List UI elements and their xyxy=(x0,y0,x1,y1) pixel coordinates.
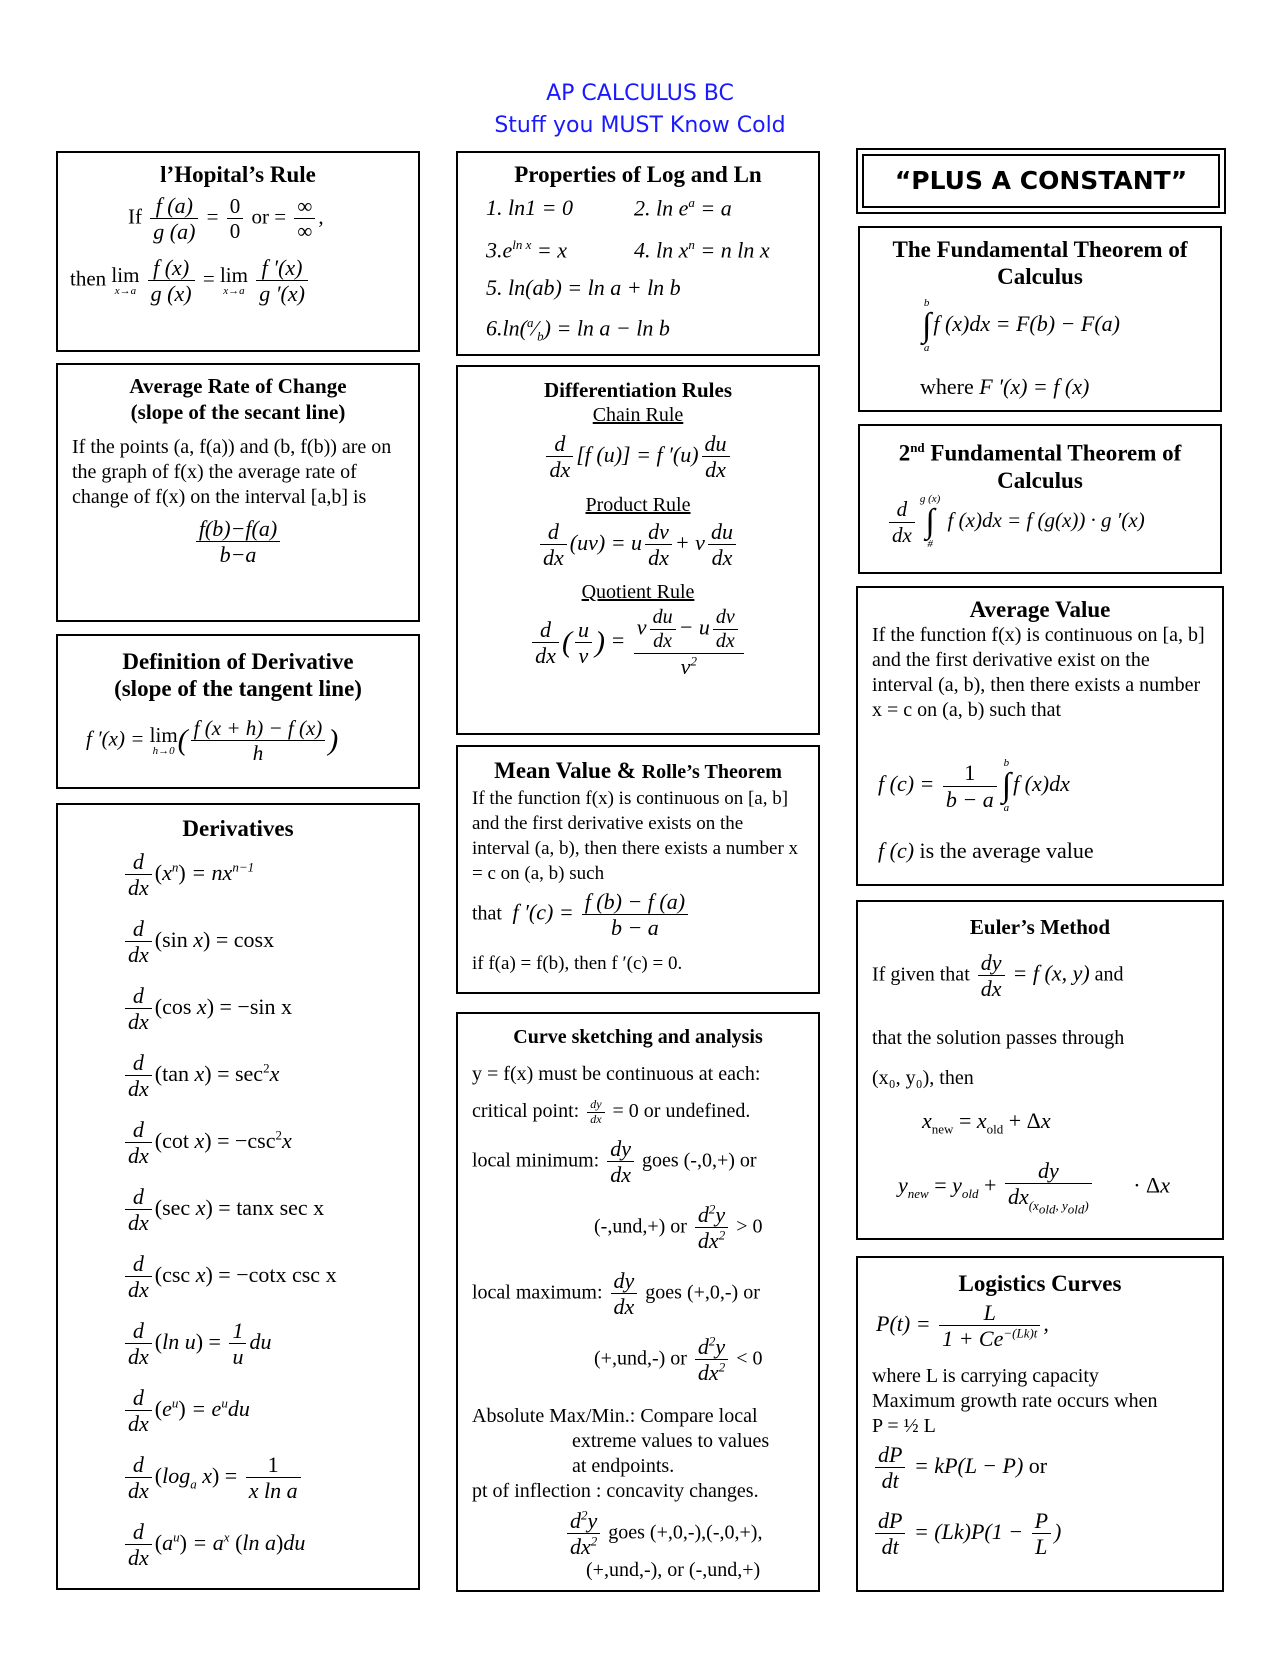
curve-max-label: local maximum: xyxy=(472,1281,603,1304)
logistics-dp1: $\frac{dP}{dt}$ = kP(L − P) or xyxy=(872,1442,1047,1494)
mvt-formula: that f ′(c) = $\frac{f (b) - f (a)}{b - a}$ xyxy=(472,889,691,941)
chain-rule-label: Chain Rule xyxy=(592,404,684,426)
ftc-box xyxy=(858,226,1222,412)
ftc-where: where F ′(x) = f (x) xyxy=(920,374,1090,399)
logistics-formula: P(t) = $\frac{L}{1 + Ce^{-(Lk)t}}$ , xyxy=(876,1300,1049,1352)
def-derivative-title1: Definition of Derivative xyxy=(122,649,354,674)
diff-rules-title: Differentiation Rules xyxy=(543,378,732,402)
deriv-cos: $\frac{d}{dx}$ (cos x) = −sin x xyxy=(122,983,292,1035)
euler-x-new: $x_{new} = x_{old} + \Delta x$ xyxy=(922,1108,1051,1137)
curve-max-und: (+,und,-) or xyxy=(594,1347,687,1370)
product-rule-label: Product Rule xyxy=(585,493,691,516)
curve-max-goes: goes (+,0,-) or xyxy=(645,1281,760,1304)
avg-value-closing-text: is the average value xyxy=(919,838,1094,863)
euler-and: and xyxy=(1094,963,1124,986)
deriv-csc: $\frac{d}{dx}$ (csc x) = −cotx csc x xyxy=(122,1251,337,1303)
logistics-or: or xyxy=(1028,1452,1048,1478)
curve-inflection: pt of inflection : concavity changes. xyxy=(472,1480,759,1502)
lhopital-condition: If $\frac{f (a)}{g (a)}$ = $\frac{0}{0}$ or = $\frac{\infty}{\infty}$ , xyxy=(128,193,324,245)
curve-infl-und: (+,und,-), or (-,und,+) xyxy=(586,1559,761,1581)
mvt-that: that xyxy=(472,902,502,925)
mvt-rolle: if f(a) = f(b), then f ′(c) = 0. xyxy=(472,953,683,974)
avg-value-closing: f (c) is the average value xyxy=(878,838,1094,863)
derivatives-title: Derivatives xyxy=(182,816,294,841)
page-title-line1: AP CALCULUS BC xyxy=(546,81,734,106)
lhopital-if: If xyxy=(128,204,142,229)
ftc2-title2: Calculus xyxy=(997,467,1083,493)
euler-given: If given that $\frac{dy}{dx}$ = f (x, y) and xyxy=(872,950,1124,1002)
avg-value-title: Average Value xyxy=(969,597,1111,622)
deriv-power: $\frac{d}{dx}$ $(x^n) = nx^{n-1}$ xyxy=(122,849,254,901)
log-ln-title: Properties of Log and Ln xyxy=(514,162,762,187)
euler-title: Euler’s Method xyxy=(969,915,1111,939)
ftc2-title-nd: nd xyxy=(910,440,925,455)
logistics-dp2: $\frac{dP}{dt}$ = (Lk)P(1 − $\frac{P}{L}$ ) xyxy=(872,1508,1061,1560)
curve-min-second: (-,und,+) or $\frac{d^2y}{dx^2}$ > 0 xyxy=(594,1201,763,1254)
log-rule-6: $6.\ln(^a⁄_b) = \ln a - \ln b$ xyxy=(486,315,670,344)
log-rule-2: 2. $\ln e^a = a$ xyxy=(634,195,732,221)
curve-absolute-2: extreme values to values xyxy=(572,1430,770,1452)
ftc2-box xyxy=(858,424,1222,574)
deriv-ln: $\frac{d}{dx}$ (ln u) = $\frac{1}{u}$ du xyxy=(122,1318,271,1370)
ftc2-title-rest: Fundamental Theorem of xyxy=(924,440,1182,466)
log-rule-4: 4. $\ln x^n = n$ ln x xyxy=(634,237,770,263)
deriv-exp: $\frac{d}{dx}$ $(e^u) = e^udu$ xyxy=(122,1385,250,1437)
logistics-title: Logistics Curves xyxy=(958,1271,1122,1296)
deriv-ax: $\frac{d}{dx}$ $(a^u) = a^x$ (ln a)du xyxy=(122,1519,305,1571)
logistics-box xyxy=(856,1256,1224,1592)
def-derivative-box xyxy=(56,634,420,789)
log-rule-3: $3.e^{ln x} = x$ xyxy=(486,237,568,263)
curve-critical: critical point: $\frac{dy}{dx}$ = 0 or undefined. xyxy=(472,1097,751,1126)
logistics-where: where L is carrying capacity xyxy=(872,1365,1099,1387)
deriv-sec: $\frac{d}{dx}$ (sec x) = tanx sec x xyxy=(122,1184,324,1236)
euler-if-given: If given that xyxy=(872,963,970,986)
curve-inflection-second: $\frac{d^2y}{dx^2}$ goes (+,0,-),(-,0,+), xyxy=(564,1508,762,1560)
avg-rate-formula xyxy=(58,516,418,568)
curve-local-max: local maximum: $\frac{dy}{dx}$ goes (+,0,-) or xyxy=(472,1268,760,1320)
avg-rate-box xyxy=(56,363,420,622)
derivatives-box xyxy=(56,803,420,1590)
lhopital-or: or = xyxy=(251,204,287,229)
avg-value-box xyxy=(856,586,1224,886)
curve-critical-end: = 0 or undefined. xyxy=(612,1099,751,1122)
curve-max-second: (+,und,-) or $\frac{d^2y}{dx^2}$ < 0 xyxy=(594,1333,763,1386)
avg-rate-title2: (slope of the secant line) xyxy=(130,400,346,424)
curve-continuous: y = f(x) must be continuous at each: xyxy=(472,1063,761,1085)
avg-rate-text: If the points (a, f(a)) and (b, f(b)) are on the graph of f(x) the average rate of change of f(x) on the interval [a,b] is xyxy=(72,436,392,508)
lhopital-conclusion: then lim x→a $\frac{f (x)}{g (x)}$ = lim x→a $\frac{f '(x)}{g '(x)}$ xyxy=(70,255,311,307)
log-ln-box xyxy=(456,151,820,356)
avg-value-text: If the function f(x) is continuous on [a, b] and the first derivative exist on the interval (a, b), then there exists a number x = c on (a, b) such that xyxy=(872,624,1205,721)
chain-rule-formula: $\frac{d}{dx}$ [f (u)] = f ′(u) $\frac{du}{dx}$ xyxy=(458,431,818,483)
deriv-log: $\frac{d}{dx}$ ($\log_a$ x) = $\frac{1}{\text{x ln a}}$ xyxy=(122,1452,304,1504)
ftc2-formula: $\frac{d}{dx}$ g (x) ∫ # f (x)dx = f (g(x)) · g ′(x) xyxy=(886,494,1145,550)
plus-constant-title: “PLUS A CONSTANT” xyxy=(894,166,1188,195)
page-title-line2: Stuff you MUST Know Cold xyxy=(494,113,786,138)
logistics-max-growth: Maximum growth rate occurs when xyxy=(872,1390,1158,1412)
lhopital-box xyxy=(56,151,420,352)
product-rule-formula: $\frac{d}{dx}$ (uv) = u $\frac{dv}{dx}$ + v $\frac{du}{dx}$ xyxy=(458,519,818,571)
mvt-box xyxy=(456,745,820,994)
def-derivative-title2: (slope of the tangent line) xyxy=(114,676,362,701)
def-derivative-formula: f ′(x) = lim h→0 ( $\frac{f (x + h) - f (x)}{h}$ ) xyxy=(86,716,339,766)
curve-title: Curve sketching and analysis xyxy=(513,1026,763,1048)
mvt-title xyxy=(458,757,818,786)
curve-absolute-3: at endpoints. xyxy=(572,1455,675,1477)
curve-infl-goes: goes (+,0,-),(-,0,+), xyxy=(608,1521,763,1544)
plus-constant-box xyxy=(862,154,1220,208)
ftc-title2: Calculus xyxy=(997,264,1083,289)
ftc-where-word: where xyxy=(920,374,974,399)
avg-rate-title1: Average Rate of Change xyxy=(129,374,347,398)
deriv-tan: $\frac{d}{dx}$ (tan $x) = \sec^2x$ xyxy=(122,1050,279,1102)
ftc2-title1: 2nd Fundamental Theorem of xyxy=(898,440,1182,466)
curve-box xyxy=(456,1012,820,1592)
curve-absolute-1: Absolute Max/Min.: Compare local xyxy=(472,1405,758,1427)
mvt-title-a: Mean Value & xyxy=(494,758,642,783)
quotient-rule-label: Quotient Rule xyxy=(581,581,695,604)
deriv-cot: $\frac{d}{dx}$ (cot $x) = -\csc^2x$ xyxy=(122,1117,292,1169)
ftc-title1: The Fundamental Theorem of xyxy=(892,237,1188,262)
ftc-formula: b ∫ a f (x)dx = F(b) − F(a) xyxy=(922,297,1120,354)
euler-line3: (x₀, y₀), then xyxy=(872,1067,974,1089)
avg-value-formula: f (c) = $\frac{1}{b - a}$ b ∫ a f (x)dx xyxy=(878,757,1070,814)
curve-min-und: (-,und,+) or xyxy=(594,1215,687,1238)
euler-y-new: $y_{new} = y_{old}$ + $\frac{dy}{dx_{(x_{old}, y_{old})}}$ · Δx xyxy=(898,1158,1170,1217)
quotient-rule-formula: $\frac{d}{dx}$ ( $\frac{u}{v}$ ) = v $\frac{du}{dx}$ − u $\frac{dv}{dx}$ $v^2$ xyxy=(458,606,818,679)
diff-rules-box xyxy=(456,365,820,735)
curve-min-label: local minimum: xyxy=(472,1149,600,1172)
curve-min-goes: goes (-,0,+) or xyxy=(641,1149,757,1172)
euler-line2: that the solution passes through xyxy=(872,1027,1125,1049)
mvt-text: If the function f(x) is continuous on [a, b] and the first derivative exists on the interval (a, b), then there exists a number x = c on (a, b) such xyxy=(472,788,799,884)
curve-critical-label: critical point: xyxy=(472,1099,580,1122)
log-rule-1: 1. ln1 = 0 xyxy=(486,195,573,220)
lhopital-then: then xyxy=(70,266,107,291)
euler-box xyxy=(856,900,1224,1240)
mvt-title-b: Rolle’s Theorem xyxy=(641,761,782,783)
curve-local-min: local minimum: $\frac{dy}{dx}$ goes (-,0,+) or xyxy=(472,1136,757,1188)
avg-rate-numerator: f(b)−f(a) xyxy=(196,516,280,542)
logistics-p-half: P = ½ L xyxy=(872,1415,936,1437)
deriv-sin: $\frac{d}{dx}$ (sin x) = cosx xyxy=(122,916,274,968)
lhopital-title: l’Hopital’s Rule xyxy=(160,162,316,187)
log-rule-5: 5. ln(ab) = ln a + ln b xyxy=(486,275,681,300)
avg-rate-denominator: b−a xyxy=(219,542,257,568)
